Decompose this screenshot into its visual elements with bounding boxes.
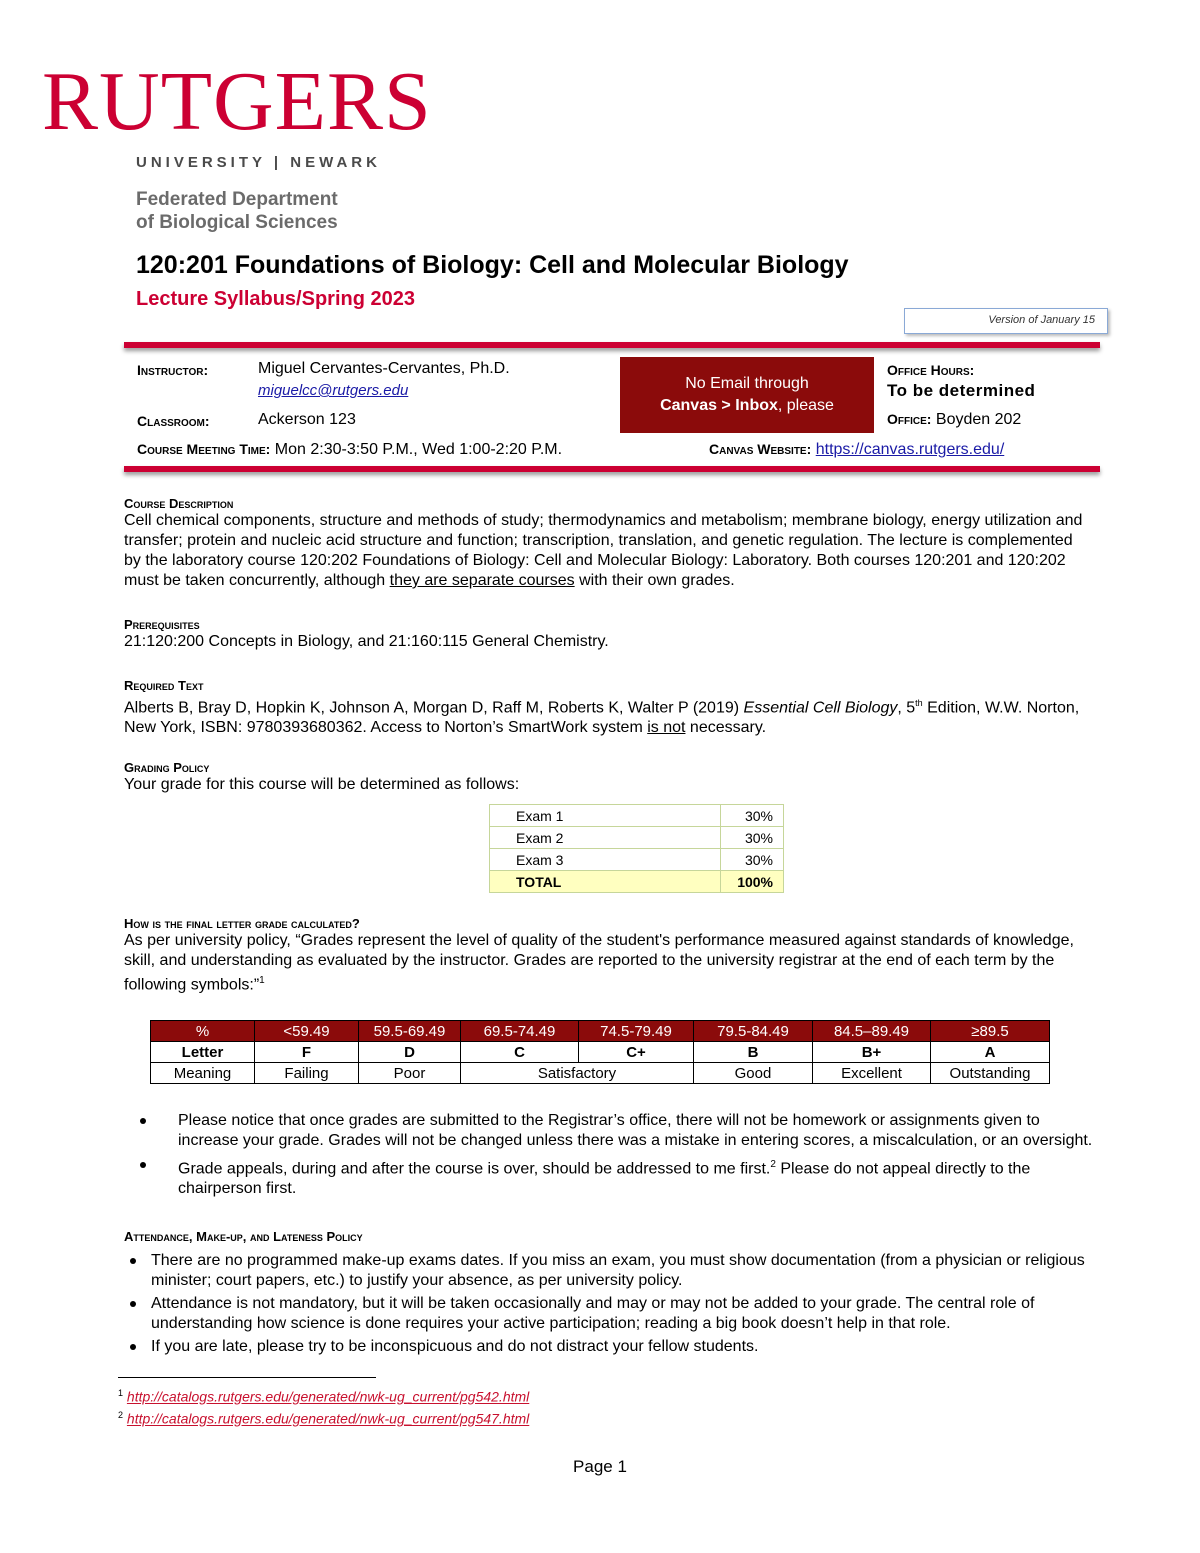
grading-row (490, 805, 784, 827)
grading-weight: 30% (721, 805, 784, 827)
letter-row (151, 1042, 1050, 1063)
letter-cell: B+ (813, 1042, 931, 1063)
citation-isnot: is not (647, 719, 686, 737)
letter-grade-table (150, 1020, 1050, 1084)
instructor-email-link[interactable]: miguelcc@rutgers.edu (258, 382, 409, 399)
note-text-tail: Please do not appeal directly to the chairperson first. (178, 1160, 1031, 1198)
list-item (151, 1251, 1111, 1291)
description-text (124, 511, 1094, 591)
grading-item: TOTAL (490, 871, 721, 893)
footnote-num: 1 (118, 1388, 124, 1398)
footnote-link[interactable]: http://catalogs.rutgers.edu/generated/nwk-ug_current/pg547.html (126, 1410, 530, 1427)
footnote-2 (118, 1410, 529, 1427)
pct-cell: 74.5-79.49 (579, 1021, 694, 1042)
list-item (151, 1337, 1111, 1357)
notice-line-1: No Email through (685, 375, 809, 392)
bullet-icon (130, 1258, 136, 1264)
dept-line-1: Federated Department (136, 189, 338, 210)
page-number: Page 1 (573, 1457, 627, 1476)
bullet-icon (130, 1301, 136, 1307)
office-hours-label: Office Hours: (887, 362, 975, 378)
letter-quote: As per university policy, “Grades represent the level of quality of the student's performance measured against standards of knowledge, skill, and understanding as evaluated by the instructor. Grades are reported to the university registrar at the end of each term by the following symbols:” (124, 932, 1074, 994)
note-text: Please notice that once grades are submitted to the Registrar’s office, there will not be homework or assignments given to increase your grade. Grades will not be changed unless there was a mistake in entering scores, a miscalculation, or an oversight. (178, 1112, 1093, 1149)
classroom-label: Classroom: (137, 413, 210, 429)
footnote-link[interactable]: http://catalogs.rutgers.edu/generated/nwk-ug_current/pg542.html (126, 1388, 530, 1405)
bullet-icon (140, 1162, 146, 1168)
attendance-text: There are no programmed make-up exams dates. If you miss an exam, you must show documentation (from a physician or religious minister; court papers, etc.) to justify your absence, as per university policy. (151, 1252, 1085, 1289)
prereq-text: 21:120:200 Concepts in Biology, and 21:160:115 General Chemistry. (124, 633, 609, 650)
attendance-text: If you are late, please try to be inconspicuous and do not distract your fellow students. (151, 1338, 759, 1355)
letter-cell: B (694, 1042, 813, 1063)
percent-row (151, 1021, 1050, 1042)
notice-bold: Canvas > Inbox (660, 397, 778, 414)
grading-row (490, 849, 784, 871)
department-name (136, 188, 338, 234)
citation-book: Essential Cell Biology (743, 699, 898, 717)
grading-intro: Your grade for this course will be determined as follows: (124, 776, 520, 793)
grade-notes-list (178, 1111, 1098, 1199)
citation-end: necessary. (685, 719, 767, 737)
grading-weight: 30% (721, 849, 784, 871)
meeting-label: Course Meeting Time: (137, 441, 271, 457)
grading-table (489, 804, 784, 893)
citation-sup: th (915, 698, 923, 708)
letter-cell: C+ (579, 1042, 694, 1063)
pct-cell: 59.5-69.49 (359, 1021, 461, 1042)
description-underline: they are separate courses (389, 572, 575, 589)
instructor-name: Miguel Cervantes-Cervantes, Ph.D. (258, 360, 510, 377)
prereq-heading: Prerequisites (124, 617, 200, 632)
list-item (151, 1294, 1111, 1334)
page-subtitle: Lecture Syllabus/Spring 2023 (136, 288, 415, 310)
office-label: Office: (887, 411, 932, 427)
notice-tail: , please (777, 397, 834, 414)
meaning-cell: Outstanding (931, 1063, 1050, 1084)
text-citation (124, 693, 1084, 738)
grading-policy (124, 760, 519, 795)
description-main: Cell chemical components, structure and methods of study; thermodynamics and metabolism; membrane biology, energy utilization and transfer; protein and nucleic acid structure and function; transcription, translation, and genetic regulation. The lecture is complemented by the laboratory course 120:202 Foundations of Biology: Cell and Molecular Biology: Laboratory. Both courses 120:201 and 120:202 must be taken concurrently, although (124, 512, 1083, 589)
meaning-cell: Excellent (813, 1063, 931, 1084)
letter-cell: C (461, 1042, 579, 1063)
page-title: 120:201 Foundations of Biology: Cell and Molecular Biology (136, 251, 849, 279)
canvas-row (709, 441, 1004, 459)
office-value: Boyden 202 (935, 411, 1022, 428)
classroom-value: Ackerson 123 (258, 411, 356, 428)
meeting-value: Mon 2:30-3:50 P.M., Wed 1:00-2:20 P.M. (274, 441, 563, 458)
list-item (178, 1111, 1098, 1151)
letter-grade-section (124, 916, 1094, 995)
canvas-link[interactable]: https://canvas.rutgers.edu/ (815, 441, 1005, 458)
bullet-icon (140, 1118, 146, 1124)
attendance-list (151, 1251, 1111, 1357)
version-box: Version of January 15 (904, 308, 1108, 334)
letter-sup: 1 (259, 975, 265, 986)
bullet-icon (130, 1344, 136, 1350)
attendance-text: Attendance is not mandatory, but it will be taken occasionally and may or may not be added to your grade. The central role of understanding how science is done requires your active participation; reading a big book doesn’t help in that role. (151, 1295, 1035, 1332)
canvas-label: Canvas Website: (709, 441, 812, 457)
note-sup: 2 (770, 1159, 776, 1170)
letter-cell: Letter (151, 1042, 255, 1063)
bottom-rule (124, 466, 1100, 472)
office-hours-value: To be determined (887, 381, 1036, 400)
letter-text (124, 931, 1094, 995)
footnote-divider (118, 1377, 376, 1378)
grading-item: Exam 2 (490, 827, 721, 849)
meaning-row (151, 1063, 1050, 1084)
pct-cell: <59.49 (255, 1021, 359, 1042)
pct-cell: 69.5-74.49 (461, 1021, 579, 1042)
pct-cell: 84.5–89.49 (813, 1021, 931, 1042)
list-item (178, 1155, 1098, 1199)
meaning-cell: Good (694, 1063, 813, 1084)
dept-line-2: of Biological Sciences (136, 212, 338, 233)
letter-heading: How is the final letter grade calculated? (124, 916, 360, 931)
instructor-label: Instructor: (137, 362, 209, 378)
grading-weight: 30% (721, 827, 784, 849)
citation-edition: , 5 (897, 699, 916, 717)
meaning-cell: Poor (359, 1063, 461, 1084)
meaning-cell: Satisfactory (461, 1063, 694, 1084)
citation-publisher: Edition, W.W. Norton, New York, ISBN: 9780393680362. Access to Norton’s SmartWork system (124, 699, 1080, 737)
course-description (124, 496, 1094, 591)
description-end: with their own grades. (574, 572, 735, 589)
logo-campus: UNIVERSITY | NEWARK (136, 154, 381, 171)
grading-weight: 100% (721, 871, 784, 893)
text-heading: Required Text (124, 678, 204, 693)
meaning-cell: Meaning (151, 1063, 255, 1084)
letter-cell: D (359, 1042, 461, 1063)
prerequisites (124, 617, 1094, 652)
footnote-1 (118, 1388, 529, 1405)
letter-cell: F (255, 1042, 359, 1063)
citation-authors: Alberts B, Bray D, Hopkin K, Johnson A, Morgan D, Raff M, Roberts K, Walter P (2019) (124, 699, 744, 717)
pct-cell: 79.5-84.49 (694, 1021, 813, 1042)
grading-item: Exam 3 (490, 849, 721, 871)
grading-item: Exam 1 (490, 805, 721, 827)
required-text (124, 678, 1084, 738)
description-heading: Course Description (124, 496, 234, 511)
no-email-notice (620, 357, 874, 433)
grading-heading: Grading Policy (124, 760, 210, 775)
grading-row (490, 827, 784, 849)
attendance-heading: Attendance, Make-up, and Lateness Policy (124, 1229, 363, 1244)
pct-cell: ≥89.5 (931, 1021, 1050, 1042)
pct-cell: % (151, 1021, 255, 1042)
footnote-num: 2 (118, 1410, 124, 1420)
letter-cell: A (931, 1042, 1050, 1063)
meeting-row (137, 441, 562, 459)
office-row (887, 411, 1021, 429)
meaning-cell: Failing (255, 1063, 359, 1084)
grading-total-row (490, 871, 784, 893)
rutgers-logo: RUTGERS (42, 55, 432, 148)
top-rule (124, 342, 1100, 348)
note-text: Grade appeals, during and after the course is over, should be addressed to me first. (178, 1160, 771, 1178)
